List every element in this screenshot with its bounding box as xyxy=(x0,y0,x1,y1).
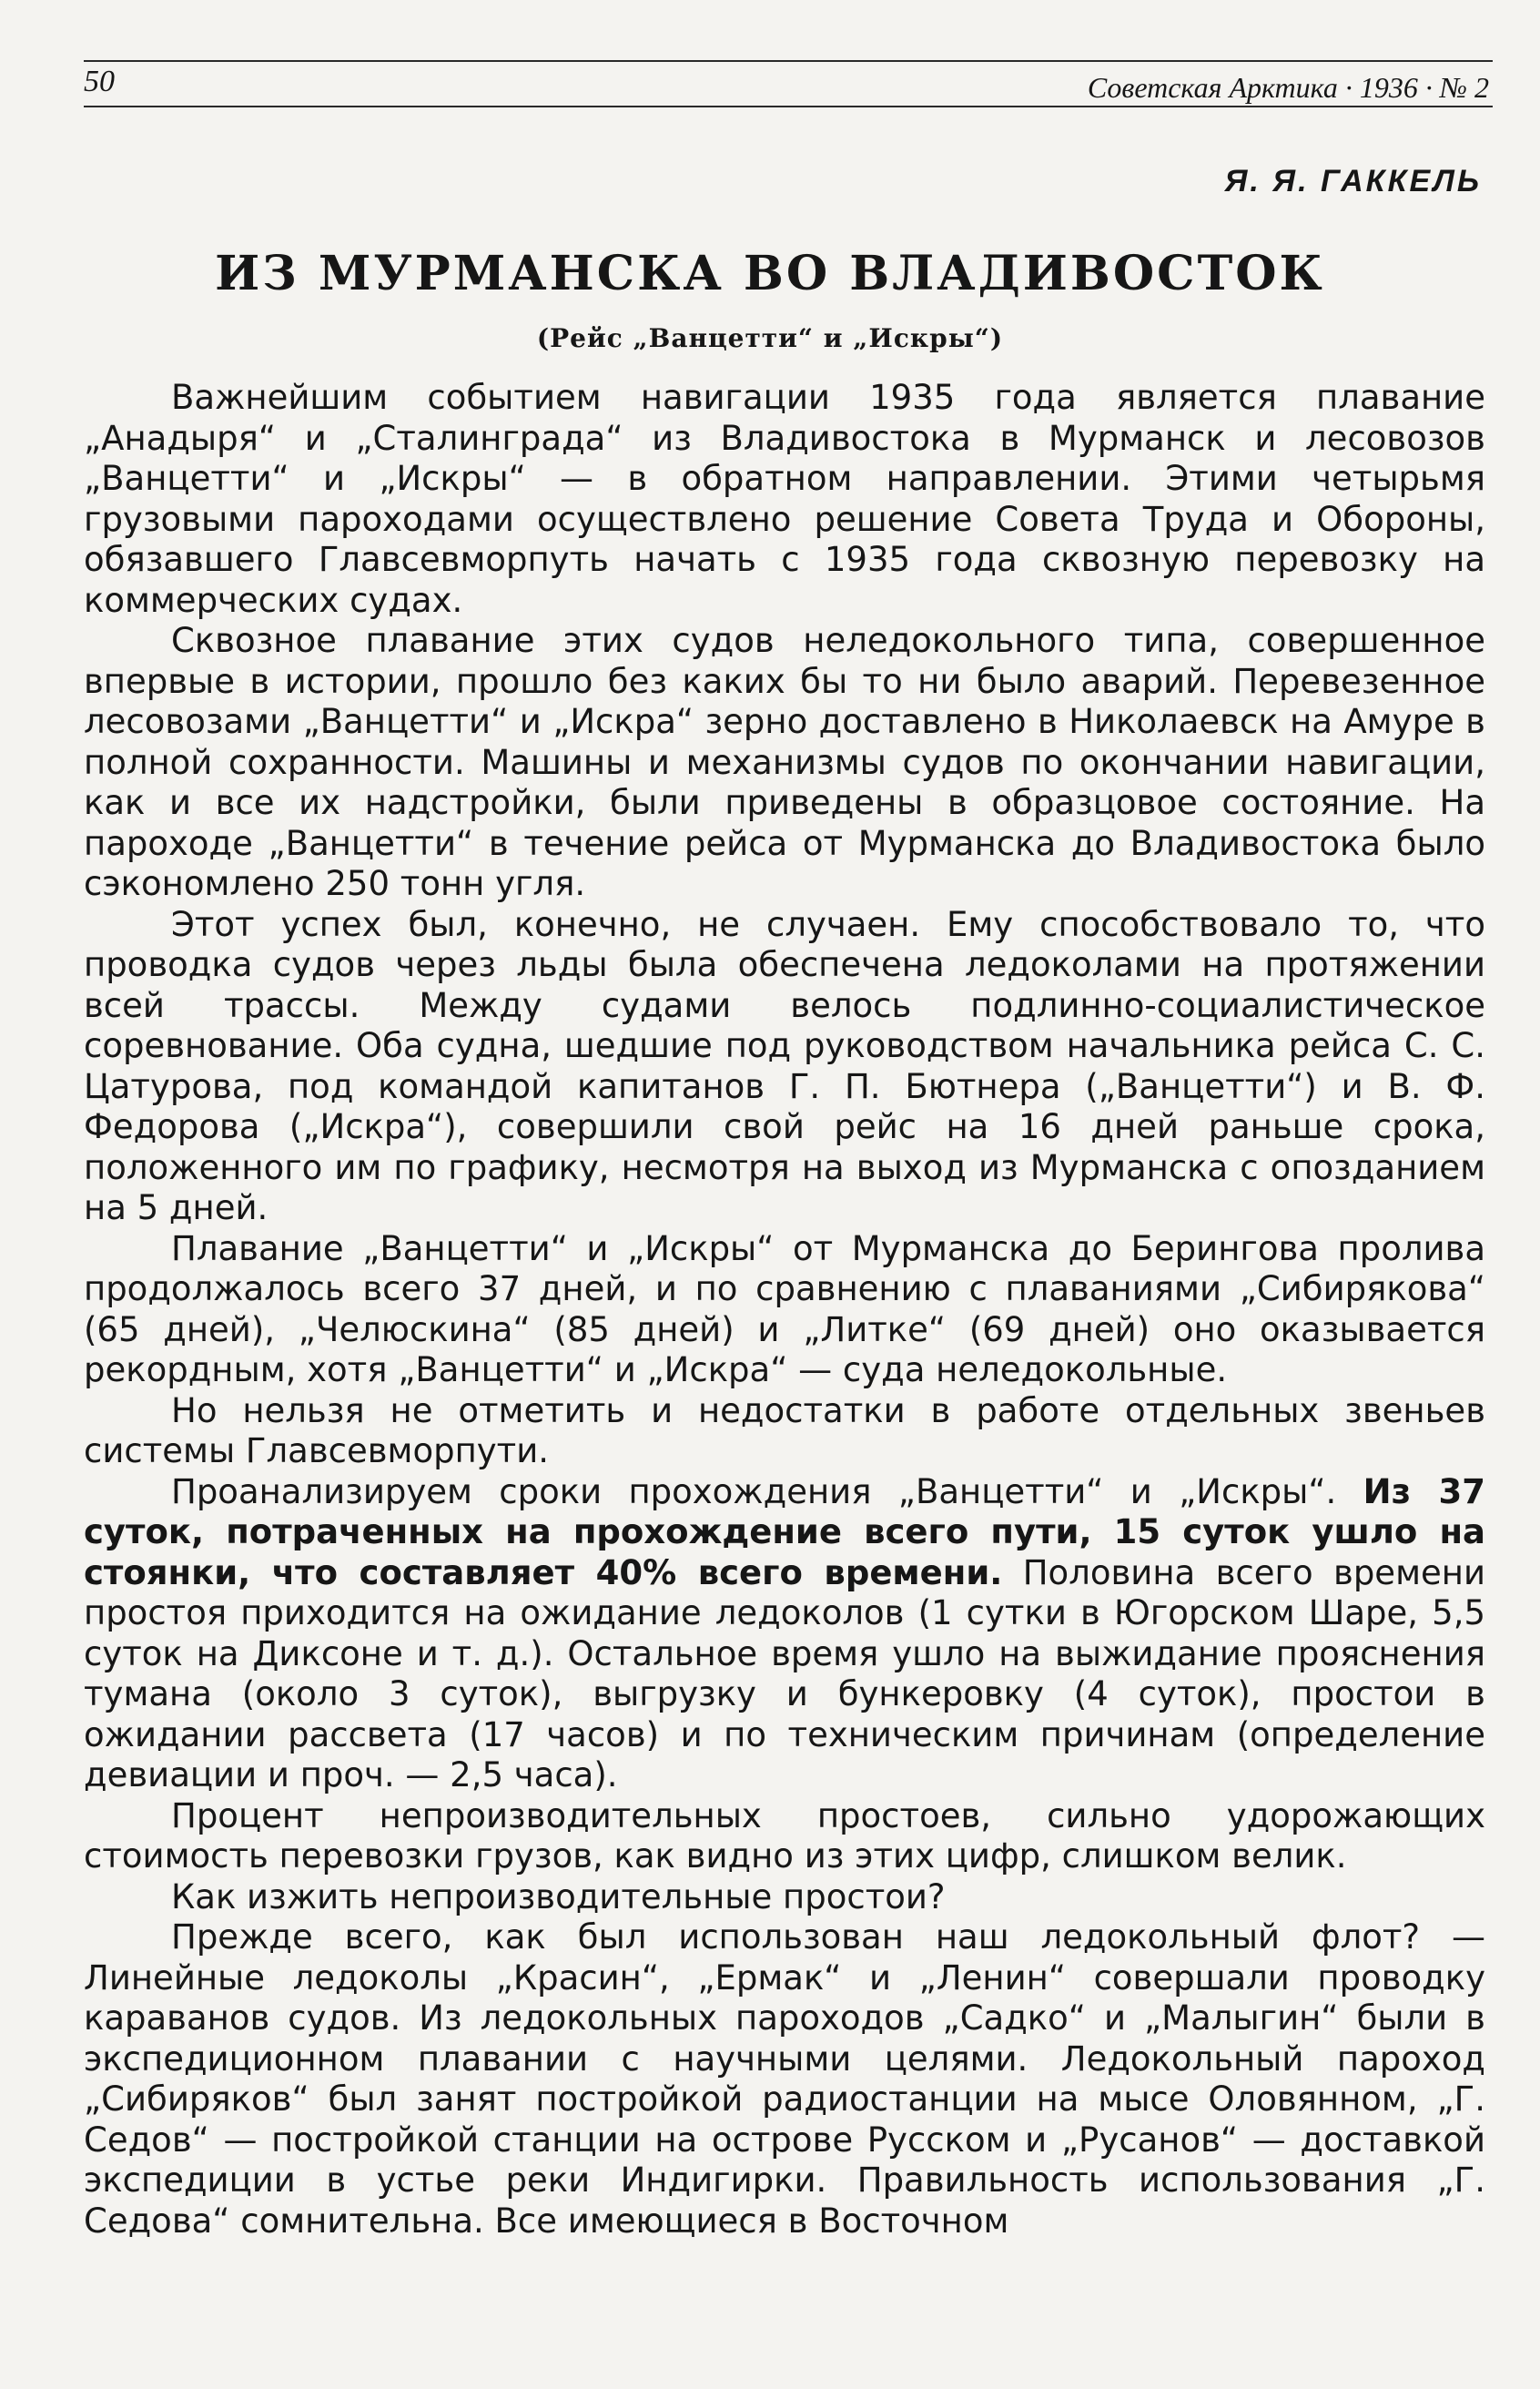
paragraph-7: Процент непроизводительных простоев, сильно удорожающих стоимость перевозки грузов, как видно из этих цифр, слишком велик. xyxy=(84,1795,1485,1876)
paragraph-6 xyxy=(84,1472,1485,1796)
journal-title: Советская Арктика · 1936 · № 2 xyxy=(1087,71,1489,104)
paragraph-1: Важнейшим событием навигации 1935 года является плавание „Анадыря“ и „Сталинграда“ из Владивостока в Мурманск и лесовозов „Ванцетти“ и „Искры“ — в обратном направлении. Этими четырьмя грузовыми пароходами осуществлено решение Совета Труда и Обороны, обязавшего Главсевморпуть начать с 1935 года сквозную перевозку на коммерческих судах. xyxy=(84,378,1485,620)
paragraph-2: Сквозное плавание этих судов неледокольного типа, совершенное впервые в истории, прошло без каких бы то ни было аварий. Перевезенное лесовозами „Ванцетти“ и „Искра“ зерно доставлено в Николаевск на Амуре в полной сохранности. Машины и механизмы судов по окончании навигации, как и все их надстройки, были приведены в образцовое состояние. На пароходе „Ванцетти“ в течение рейса от Мурманска до Владивостока было сэкономлено 250 тонн угля. xyxy=(84,621,1485,903)
article-subtitle: (Рейс „Ванцетти“ и „Искры“) xyxy=(536,323,1004,353)
paragraph-3: Этот успех был, конечно, не случаен. Ему способствовало то, что проводка судов через льды была обеспечена ледоколами на протяжении всей трассы. Между судами велось подлинно-социалистическое соревнование. Оба судна, шедшие под руководством начальника рейса С. С. Цатурова, под командой капитанов Г. П. Бютнера („Ванцетти“) и В. Ф. Федорова („Искра“), совершили свой рейс на 16 дней раньше срока, положенного им по графику, несмотря на выход из Мурманска с опозданием на 5 дней. xyxy=(84,904,1485,1227)
paragraph-5: Но нельзя не отметить и недостатки в работе отдельных звеньев системы Главсевморпути. xyxy=(84,1390,1485,1470)
article-author: Я. Я. ГАККЕЛЬ xyxy=(1224,164,1482,198)
article-title: ИЗ МУРМАНСКА ВО ВЛАДИВОСТОК xyxy=(215,246,1325,301)
article-body xyxy=(84,378,1485,2242)
running-header xyxy=(84,56,1493,111)
page-number: 50 xyxy=(84,65,115,98)
paragraph-6-lead: Проанализируем сроки прохождения „Ванцетти“ и „Искры“. xyxy=(171,1471,1363,1511)
paragraph-8: Как изжить непроизводительные простои? xyxy=(171,1876,946,1916)
paragraph-9: Прежде всего, как был использован наш ледокольный флот? — Линейные ледоколы „Красин“, „Ермак“ и „Ленин“ совершали проводку караванов судов. Из ледокольных пароходов „Садко“ и „Малыгин“ были в экспедиционном плавании с научными целями. Ледокольный пароход „Сибиряков“ был занят постройкой радиостанции на мысе Оловянном, „Г. Седов“ — постройкой станции на острове Русском и „Русанов“ — доставкой экспедиции в устье реки Индигирки. Правильность использования „Г. Седова“ сомнительна. Все имеющиеся в Восточном xyxy=(84,1917,1485,2241)
header-rule-top xyxy=(84,60,1493,62)
header-rule-bottom xyxy=(84,106,1493,107)
paragraph-6-bold: Из 37 суток, потраченных на прохождение всего пути, 15 суток ушло на стоянки, что составляет 40% всего времени. xyxy=(84,1471,1485,1592)
paragraph-6-rest: Половина всего времени простоя приходится на ожидание ледоколов (1 сутки в Югорском Шаре, 5,5 суток на Диксоне и т. д.). Остальное время ушло на выжидание прояснения тумана (около 3 суток), выгрузку и бункеровку (4 суток), простои в ожидании рассвета (17 часов) и по техническим причинам (определение девиации и проч. — 2,5 часа). xyxy=(84,1552,1485,1794)
paragraph-4: Плавание „Ванцетти“ и „Искры“ от Мурманска до Берингова пролива продолжалось всего 37 дней, и по сравнению с плаваниями „Сибирякова“ (65 дней), „Челюскина“ (85 дней) и „Литке“ (69 дней) оно оказывается рекордным, хотя „Ванцетти“ и „Искра“ — суда неледокольные. xyxy=(84,1228,1485,1389)
